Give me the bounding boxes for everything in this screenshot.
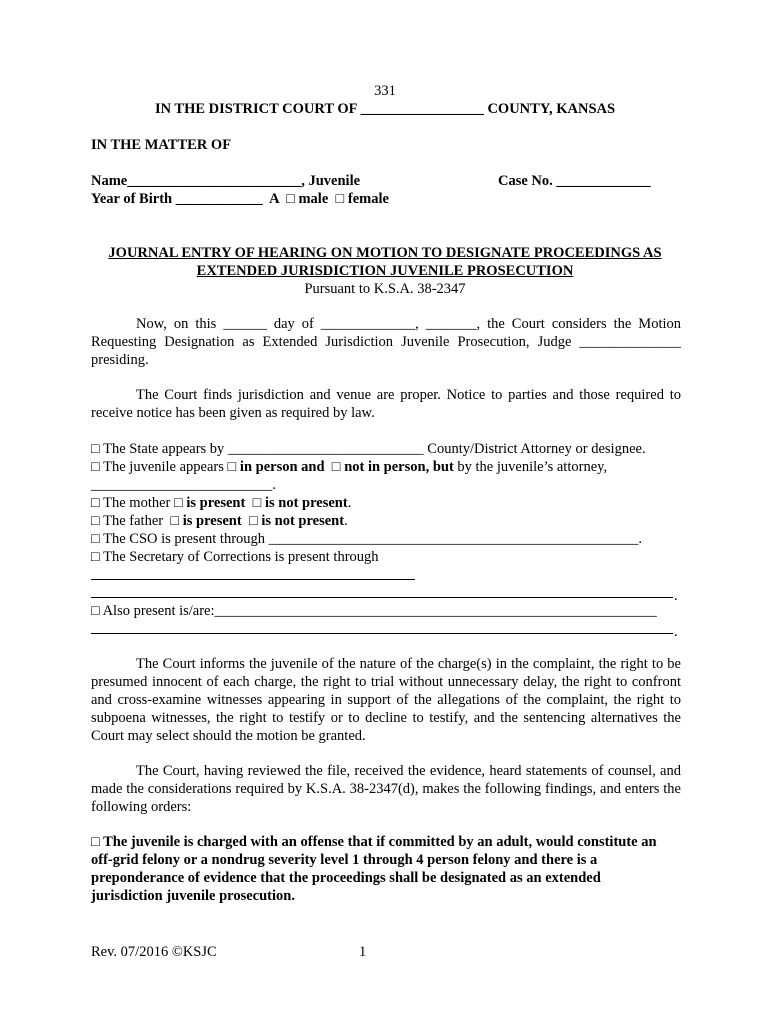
mother-period: .: [347, 495, 352, 511]
statute-subtitle: Pursuant to K.S.A. 38-2347: [304, 281, 466, 297]
finding-line-3: preponderance of evidence that the proceedings shall be designated as an extended: [91, 870, 601, 886]
blank-rule-period: .: [674, 588, 678, 604]
juvenile-name-line: Name________________________, Juvenile: [91, 173, 361, 189]
father-sep: □: [241, 513, 262, 529]
also-present-line: □ Also present is/are:_____________________________________________________________: [91, 603, 657, 619]
mother-present-option: is present: [186, 495, 246, 511]
document-title-line-1: JOURNAL ENTRY OF HEARING ON MOTION TO DESIGNATE PROCEEDINGS AS: [108, 245, 662, 261]
juvenile-appearance-sep: □: [324, 459, 345, 475]
father-not-present-option: is not present: [261, 513, 345, 529]
mother-label: □ The mother □: [91, 495, 187, 511]
father-presence-line: [91, 512, 348, 530]
in-person-option: in person and: [239, 459, 325, 475]
juvenile-attorney-text: by the juvenile’s attorney,: [453, 459, 608, 475]
court-heading: IN THE DISTRICT COURT OF _________________ COUNTY, KANSAS: [154, 101, 616, 117]
finding-line-1: □ The juvenile is charged with an offense that if committed by an adult, would constitute an: [91, 834, 657, 850]
juvenile-appearance-text: □ The juvenile appears □: [91, 459, 240, 475]
rights-advisement-paragraph: The Court informs the juvenile of the nature of the charge(s) in the complaint, the right to be presumed innocent of each charge, the right to trial without unnecessary delay, the right to confront and cross-examine witnesses appearing in support of the allegations of the complaint, the right to subpoena witnesses, the right to testify or to decline to testify, and the sentencing alternatives the Court may select should the motion be granted.: [91, 656, 681, 744]
findings-intro-paragraph: The Court, having reviewed the file, received the evidence, heard statements of counsel, and made the considerations required by K.S.A. 38-2347(d), makes the following findings, and enters the following orders:: [91, 763, 681, 815]
page-number: 1: [359, 944, 367, 960]
father-present-option: is present: [182, 513, 242, 529]
not-in-person-option: not in person, but: [344, 459, 454, 475]
state-appearance-line: □ The State appears by ___________________________ County/District Attorney or designee.: [91, 441, 646, 457]
also-present-blank-rule: [91, 633, 673, 634]
finding-line-2: off-grid felony or a nondrug severity level 1 through 4 person felony and there is a: [91, 852, 598, 868]
secretary-blank-rule: [91, 579, 415, 580]
juvenile-appearance-line: [91, 458, 607, 476]
revision-footer: Rev. 07/2016 ©KSJC: [91, 944, 217, 960]
jurisdiction-paragraph: The Court finds jurisdiction and venue are proper. Notice to parties and those required to receive notice has been given as required by law.: [91, 387, 681, 421]
also-present-period: .: [674, 624, 678, 640]
finding-line-4: jurisdiction juvenile prosecution.: [91, 888, 295, 904]
blank-rule: [91, 597, 673, 598]
document-title-line-2: EXTENDED JURISDICTION JUVENILE PROSECUTION: [196, 263, 574, 279]
hearing-date-paragraph: Now, on this ______ day of _____________, _______, the Court considers the Motion Requesting Designation as Extended Jurisdiction Juvenile Prosecution, Judge ______________ presiding.: [91, 316, 681, 368]
year-of-birth-line: Year of Birth ____________ A □ male □ female: [91, 191, 389, 207]
page-code: 331: [374, 83, 396, 99]
cso-presence-line: □ The CSO is present through ___________________________________________________.: [91, 531, 643, 547]
mother-sep: □: [245, 495, 265, 511]
matter-heading: IN THE MATTER OF: [91, 137, 232, 153]
mother-presence-line: [91, 494, 351, 512]
father-label: □ The father □: [91, 513, 183, 529]
secretary-corrections-line: □ The Secretary of Corrections is present through: [91, 549, 379, 565]
father-period: .: [344, 513, 348, 529]
juvenile-attorney-blank: _________________________.: [91, 477, 276, 493]
mother-not-present-option: is not present: [264, 495, 348, 511]
case-number-line: Case No. _____________: [498, 173, 651, 189]
